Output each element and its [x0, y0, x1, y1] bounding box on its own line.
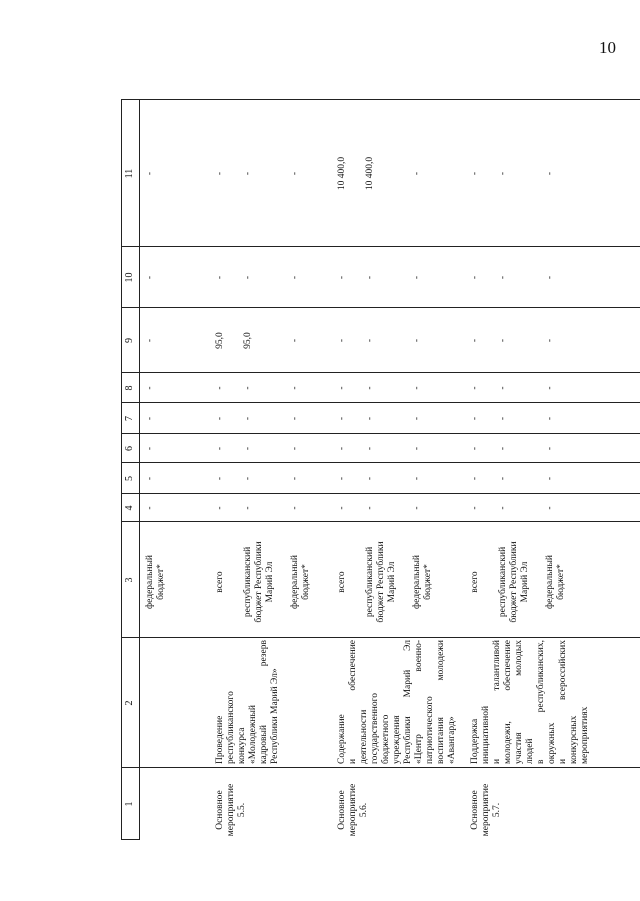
funding-source-line: федеральный [290, 555, 300, 609]
event-number-line: Основное [215, 790, 225, 830]
value-cell: - [498, 338, 508, 343]
value-cell: - [243, 416, 253, 421]
column-rule [121, 246, 640, 247]
event-description-line: Республики Марий Эл» [270, 668, 280, 764]
value-cell: - [215, 506, 225, 510]
value-cell: - [337, 506, 347, 510]
funding-source [290, 526, 312, 638]
page-number: 10 [599, 38, 616, 57]
value-cell: - [215, 476, 225, 481]
funding-source-line: бюджет Республики [376, 541, 386, 623]
funding-source-line: федеральный [145, 555, 155, 609]
value-cell: - [412, 171, 422, 176]
funding-source-line: республиканский [243, 546, 253, 618]
header-cell: 10 [124, 272, 135, 283]
event-description-line: патриотического [425, 696, 435, 764]
event-description-line: конкурсных [569, 715, 579, 764]
value-cell: - [412, 476, 422, 481]
value-cell: - [545, 386, 555, 390]
value-cell: - [545, 476, 555, 481]
value-cell: - [243, 446, 253, 451]
column-rule [121, 99, 640, 100]
value-cell: - [290, 171, 300, 176]
value-cell: - [337, 386, 347, 390]
value-cell: - [470, 338, 480, 343]
funding-source-line: Марий Эл [520, 561, 530, 603]
value-cell: 10 400,0 [337, 156, 347, 191]
event-number-line: 5.7. [492, 802, 502, 818]
value-cell: - [545, 506, 555, 510]
value-cell: - [498, 171, 508, 176]
value-cell: - [290, 416, 300, 421]
value-cell: - [337, 476, 347, 481]
funding-source-line: бюджет Республики [509, 541, 519, 623]
header-cell: 6 [124, 446, 135, 451]
value-cell: - [365, 446, 375, 451]
value-cell: - [412, 338, 422, 343]
event-description-line: бюджетного [381, 714, 391, 764]
funding-source-line: бюджет* [156, 564, 166, 600]
value-cell: - [337, 275, 347, 280]
value-cell: - [243, 506, 253, 510]
value-cell: - [215, 386, 225, 390]
funding-source-line: федеральный [412, 555, 422, 609]
event-number-line: мероприятие [226, 783, 236, 837]
funding-source-line: Марий Эл [265, 561, 275, 603]
funding-source-line: бюджет* [556, 564, 566, 600]
funding-source-line: республиканский [498, 546, 508, 618]
value-cell: - [545, 416, 555, 421]
event-description-line: воспитания молодежи [436, 640, 446, 764]
column-rule [121, 402, 640, 403]
value-cell: - [470, 416, 480, 421]
event-description-line: и всероссийских [558, 640, 568, 764]
event-description-line: людей [525, 738, 535, 764]
value-cell: 10 400,0 [365, 156, 375, 191]
value-cell: - [145, 446, 155, 451]
event-description-line: учреждения [392, 715, 402, 764]
event-description-line: деятельности [359, 709, 369, 764]
value-cell: - [365, 416, 375, 421]
value-cell: - [498, 446, 508, 451]
funding-source-line: всего [470, 571, 480, 593]
event-number-line: мероприятие [481, 783, 491, 837]
event-description-line: Республики Марий Эл [403, 640, 413, 764]
value-cell: - [145, 416, 155, 421]
value-cell: - [337, 416, 347, 421]
value-cell: - [470, 446, 480, 451]
value-cell: - [498, 506, 508, 510]
column-rule [121, 493, 640, 494]
value-cell: - [365, 275, 375, 280]
event-number [470, 780, 503, 840]
funding-source [545, 526, 567, 638]
value-cell: - [498, 386, 508, 390]
value-cell: - [145, 506, 155, 510]
column-rule [121, 372, 640, 373]
value-cell: - [215, 171, 225, 176]
event-description-line: мероприятиях [580, 706, 590, 764]
event-description-line: Проведение [215, 715, 225, 764]
value-cell: - [365, 506, 375, 510]
header-cell: 8 [124, 385, 135, 391]
funding-source-line: Марий Эл [387, 561, 397, 603]
data-table [121, 47, 640, 840]
event-description-line: государственного [370, 692, 380, 764]
funding-source [412, 526, 434, 638]
value-cell: - [243, 386, 253, 390]
value-cell: - [290, 386, 300, 390]
value-cell: - [337, 446, 347, 451]
header-cell: 3 [124, 577, 135, 583]
funding-source [470, 526, 481, 638]
value-cell: - [337, 338, 347, 343]
event-description-line: участия молодых [514, 640, 524, 764]
event-number-line: 5.5. [237, 802, 247, 818]
funding-source-line: всего [215, 571, 225, 593]
funding-source-line: всего [337, 571, 347, 593]
header-cell: 5 [124, 476, 135, 481]
event-description-line: «Авангард» [447, 716, 457, 764]
value-cell: - [412, 275, 422, 280]
event-number-line: Основное [470, 790, 480, 830]
column-rule [121, 462, 640, 463]
value-cell: - [498, 416, 508, 421]
header-cell: 11 [124, 168, 135, 179]
funding-source [243, 526, 276, 638]
value-cell: - [470, 386, 480, 390]
value-cell: - [545, 338, 555, 343]
event-description-line: в республиканских, [536, 640, 546, 764]
value-cell: - [365, 338, 375, 343]
value-cell: - [145, 275, 155, 280]
value-cell: - [412, 446, 422, 451]
event-description [215, 640, 281, 764]
value-cell: - [365, 476, 375, 481]
event-description-line: кадровый резерв [259, 640, 269, 764]
value-cell: - [470, 506, 480, 510]
column-rule [121, 307, 640, 308]
value-cell: - [215, 416, 225, 421]
value-cell: - [290, 275, 300, 280]
event-description-line: инициативной [481, 705, 491, 764]
event-description-line: «Молодежный [248, 705, 258, 764]
value-cell: - [290, 506, 300, 510]
event-description-line: Содержание [337, 714, 347, 764]
event-description-line: молодежи, обеспечение [503, 640, 513, 764]
column-rule [121, 433, 640, 434]
event-number-line: 5.6. [359, 802, 369, 818]
value-cell: - [243, 476, 253, 481]
event-number [215, 780, 248, 840]
value-cell: - [470, 171, 480, 176]
header-cell: 9 [124, 338, 135, 343]
value-cell: - [145, 171, 155, 176]
value-cell: - [215, 446, 225, 451]
header-rule [139, 100, 140, 840]
funding-source-line: бюджет* [423, 564, 433, 600]
value-cell: - [145, 338, 155, 343]
value-cell: - [545, 275, 555, 280]
event-number-line: Основное [337, 790, 347, 830]
column-rule [121, 767, 640, 768]
value-cell: - [290, 446, 300, 451]
event-description-line: и талантливой [492, 640, 502, 764]
value-cell: - [498, 476, 508, 481]
funding-source [145, 526, 167, 638]
value-cell: 95,0 [243, 332, 253, 349]
value-cell: - [470, 476, 480, 481]
value-cell: - [545, 171, 555, 176]
event-number [337, 780, 370, 840]
event-description-line: конкурса [237, 727, 247, 764]
value-cell: 95,0 [215, 332, 225, 349]
header-rule [121, 100, 122, 840]
header-cell: 1 [124, 801, 135, 807]
funding-source [337, 526, 348, 638]
value-cell: - [290, 338, 300, 343]
funding-source-line: бюджет Республики [254, 541, 264, 623]
value-cell: - [470, 275, 480, 280]
header-cell: 2 [124, 700, 135, 706]
event-description-line: «Центр военно- [414, 640, 424, 764]
event-number-line: мероприятие [348, 783, 358, 837]
column-rule [121, 521, 640, 522]
value-cell: - [215, 275, 225, 280]
value-cell: - [412, 416, 422, 421]
event-description-line: и обеспечение [348, 640, 358, 764]
value-cell: - [145, 386, 155, 390]
funding-source [498, 526, 531, 638]
funding-source-line: республиканский [365, 546, 375, 618]
value-cell: - [412, 386, 422, 390]
header-cell: 7 [124, 416, 135, 421]
event-description-line: окружных [547, 722, 557, 764]
value-cell: - [145, 476, 155, 481]
value-cell: - [498, 275, 508, 280]
value-cell: - [243, 275, 253, 280]
event-description [337, 640, 458, 764]
value-cell: - [243, 171, 253, 176]
value-cell: - [290, 476, 300, 481]
event-description [470, 640, 591, 764]
funding-source [365, 526, 398, 638]
header-cell: 4 [124, 505, 135, 511]
value-cell: - [412, 506, 422, 510]
event-description-line: Поддержка [470, 718, 480, 764]
funding-source [215, 526, 226, 638]
event-description-line: республиканского [226, 691, 236, 764]
value-cell: - [365, 386, 375, 390]
funding-source-line: бюджет* [301, 564, 311, 600]
value-cell: - [545, 446, 555, 451]
funding-source-line: федеральный [545, 555, 555, 609]
